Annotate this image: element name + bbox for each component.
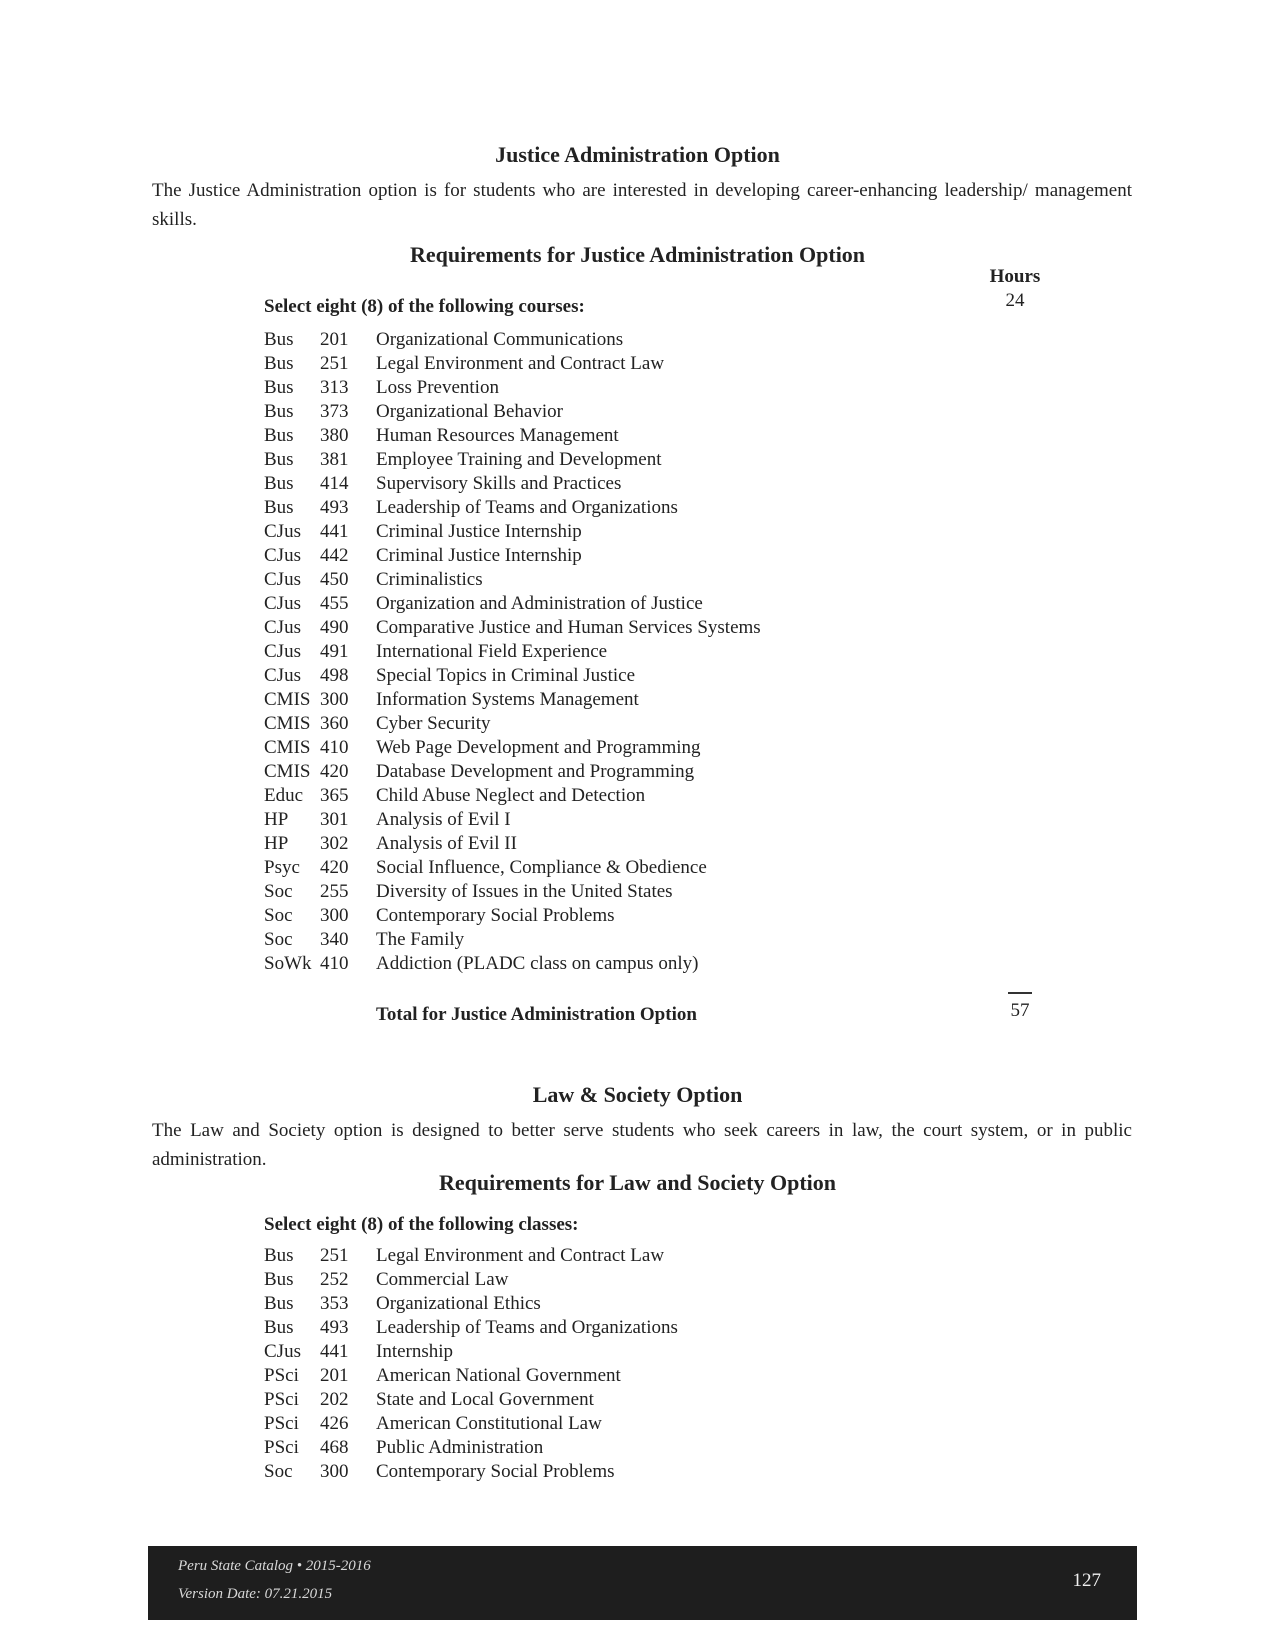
course-dept: Soc: [264, 929, 293, 950]
course-number: 353: [320, 1293, 349, 1314]
course-title: American Constitutional Law: [376, 1413, 602, 1434]
course-number: 491: [320, 641, 349, 662]
course-title: Legal Environment and Contract Law: [376, 1245, 665, 1266]
course-number: 468: [320, 1437, 349, 1458]
course-number: 251: [320, 1245, 349, 1266]
course-dept: CJus: [264, 617, 301, 638]
justice-option-intro: The Justice Administration option is for students who are interested in developing career-enhancing leadership/ management skills.: [152, 180, 1132, 230]
course-title: Organizational Behavior: [376, 401, 563, 422]
course-number: 300: [320, 689, 349, 710]
course-number: 380: [320, 425, 349, 446]
course-title: Comparative Justice and Human Services Systems: [376, 617, 761, 638]
course-number: 381: [320, 449, 349, 470]
course-title: Organizational Ethics: [376, 1293, 541, 1314]
course-number: 442: [320, 545, 349, 566]
course-dept: CJus: [264, 545, 301, 566]
course-title: Public Administration: [376, 1437, 544, 1458]
course-title: Organizational Communications: [376, 329, 624, 350]
course-title: Cyber Security: [376, 713, 491, 734]
course-title: Contemporary Social Problems: [376, 905, 615, 926]
course-title: Web Page Development and Programming: [376, 737, 701, 758]
course-title: Employee Training and Development: [376, 449, 662, 470]
total-rule: [1008, 992, 1032, 994]
course-dept: CJus: [264, 521, 301, 542]
course-dept: CMIS: [264, 761, 311, 782]
course-dept: SoWk: [264, 953, 312, 974]
course-number: 441: [320, 1341, 349, 1362]
footer-version-date: Version Date: 07.21.2015: [178, 1586, 333, 1602]
course-number: 301: [320, 809, 349, 830]
course-title: Information Systems Management: [376, 689, 639, 710]
course-title: Criminalistics: [376, 569, 483, 590]
course-title: Addiction (PLADC class on campus only): [376, 953, 699, 974]
course-title: Analysis of Evil I: [376, 809, 511, 830]
course-title: Social Influence, Compliance & Obedience: [376, 857, 707, 878]
law-option-intro: The Law and Society option is designed to better serve students who seek careers in law, the court system, or in public administration.: [152, 1120, 1132, 1170]
course-number: 201: [320, 329, 349, 350]
course-dept: PSci: [264, 1365, 299, 1386]
course-title: Human Resources Management: [376, 425, 619, 446]
course-title: Leadership of Teams and Organizations: [376, 497, 678, 518]
course-dept: Bus: [264, 497, 294, 518]
course-number: 410: [320, 737, 349, 758]
course-dept: Bus: [264, 473, 294, 494]
footer-catalog-title: Peru State Catalog • 2015-2016: [178, 1558, 371, 1574]
course-dept: CJus: [264, 1341, 301, 1362]
hours-column-header: Hours: [989, 266, 1041, 287]
law-requirements-heading: Requirements for Law and Society Option: [438, 1170, 837, 1195]
course-dept: CMIS: [264, 689, 311, 710]
course-number: 252: [320, 1269, 349, 1290]
course-number: 300: [320, 1461, 349, 1482]
justice-requirements-heading: Requirements for Justice Administration Option: [409, 242, 866, 267]
course-title: American National Government: [376, 1365, 621, 1386]
course-number: 410: [320, 953, 349, 974]
course-title: Supervisory Skills and Practices: [376, 473, 622, 494]
course-number: 420: [320, 857, 349, 878]
course-dept: Bus: [264, 1293, 294, 1314]
course-title: Internship: [376, 1341, 454, 1362]
law-option-heading: Law & Society Option: [532, 1082, 743, 1107]
course-title: Child Abuse Neglect and Detection: [376, 785, 646, 806]
course-title: The Family: [376, 929, 465, 950]
justice-selection-hours: 24: [1005, 290, 1025, 311]
course-number: 302: [320, 833, 349, 854]
course-title: Organization and Administration of Justice: [376, 593, 703, 614]
course-title: Diversity of Issues in the United States: [376, 881, 673, 902]
course-dept: Bus: [264, 401, 294, 422]
course-dept: HP: [264, 809, 289, 830]
course-dept: Soc: [264, 905, 293, 926]
course-number: 202: [320, 1389, 349, 1410]
page-number: 127: [1072, 1570, 1101, 1591]
course-number: 455: [320, 593, 349, 614]
course-number: 450: [320, 569, 349, 590]
course-number: 340: [320, 929, 349, 950]
course-title: Analysis of Evil II: [376, 833, 517, 854]
course-dept: Bus: [264, 1269, 294, 1290]
course-dept: Psyc: [264, 857, 300, 878]
law-selection-instruction: Select eight (8) of the following classes:: [264, 1214, 579, 1235]
course-dept: Bus: [264, 425, 294, 446]
course-number: 201: [320, 1365, 349, 1386]
page-footer: [148, 1546, 1137, 1620]
course-dept: Bus: [264, 329, 294, 350]
course-title: Database Development and Programming: [376, 761, 695, 782]
justice-total-hours: 57: [1010, 1000, 1030, 1021]
course-dept: Bus: [264, 353, 294, 374]
course-dept: CJus: [264, 665, 301, 686]
course-title: Leadership of Teams and Organizations: [376, 1317, 678, 1338]
justice-option-heading: Justice Administration Option: [495, 142, 780, 167]
justice-selection-instruction: Select eight (8) of the following courses:: [264, 296, 585, 317]
course-dept: Soc: [264, 881, 293, 902]
course-number: 493: [320, 1317, 349, 1338]
course-dept: CJus: [264, 569, 301, 590]
course-title: International Field Experience: [376, 641, 608, 662]
course-title: Criminal Justice Internship: [376, 521, 582, 542]
course-number: 493: [320, 497, 349, 518]
course-dept: PSci: [264, 1437, 299, 1458]
course-dept: Bus: [264, 1317, 294, 1338]
course-number: 365: [320, 785, 349, 806]
course-number: 490: [320, 617, 349, 638]
course-dept: PSci: [264, 1413, 299, 1434]
course-number: 360: [320, 713, 349, 734]
course-dept: HP: [264, 833, 289, 854]
course-dept: Soc: [264, 1461, 293, 1482]
course-dept: Bus: [264, 377, 294, 398]
course-title: State and Local Government: [376, 1389, 594, 1410]
course-number: 255: [320, 881, 349, 902]
course-number: 251: [320, 353, 349, 374]
course-number: 441: [320, 521, 349, 542]
course-dept: PSci: [264, 1389, 299, 1410]
course-number: 313: [320, 377, 349, 398]
course-number: 373: [320, 401, 349, 422]
justice-total-label: Total for Justice Administration Option: [376, 1004, 697, 1025]
course-dept: Educ: [264, 785, 304, 806]
course-dept: CMIS: [264, 713, 311, 734]
course-dept: CMIS: [264, 737, 311, 758]
course-title: Loss Prevention: [376, 377, 499, 398]
course-number: 300: [320, 905, 349, 926]
course-dept: Bus: [264, 449, 294, 470]
course-title: Legal Environment and Contract Law: [376, 353, 665, 374]
course-title: Special Topics in Criminal Justice: [376, 665, 636, 686]
course-title: Contemporary Social Problems: [376, 1461, 615, 1482]
course-title: Criminal Justice Internship: [376, 545, 582, 566]
course-title: Commercial Law: [376, 1269, 509, 1290]
course-dept: CJus: [264, 641, 301, 662]
course-dept: CJus: [264, 593, 301, 614]
course-number: 420: [320, 761, 349, 782]
course-number: 498: [320, 665, 349, 686]
course-number: 414: [320, 473, 349, 494]
course-dept: Bus: [264, 1245, 294, 1266]
course-number: 426: [320, 1413, 349, 1434]
